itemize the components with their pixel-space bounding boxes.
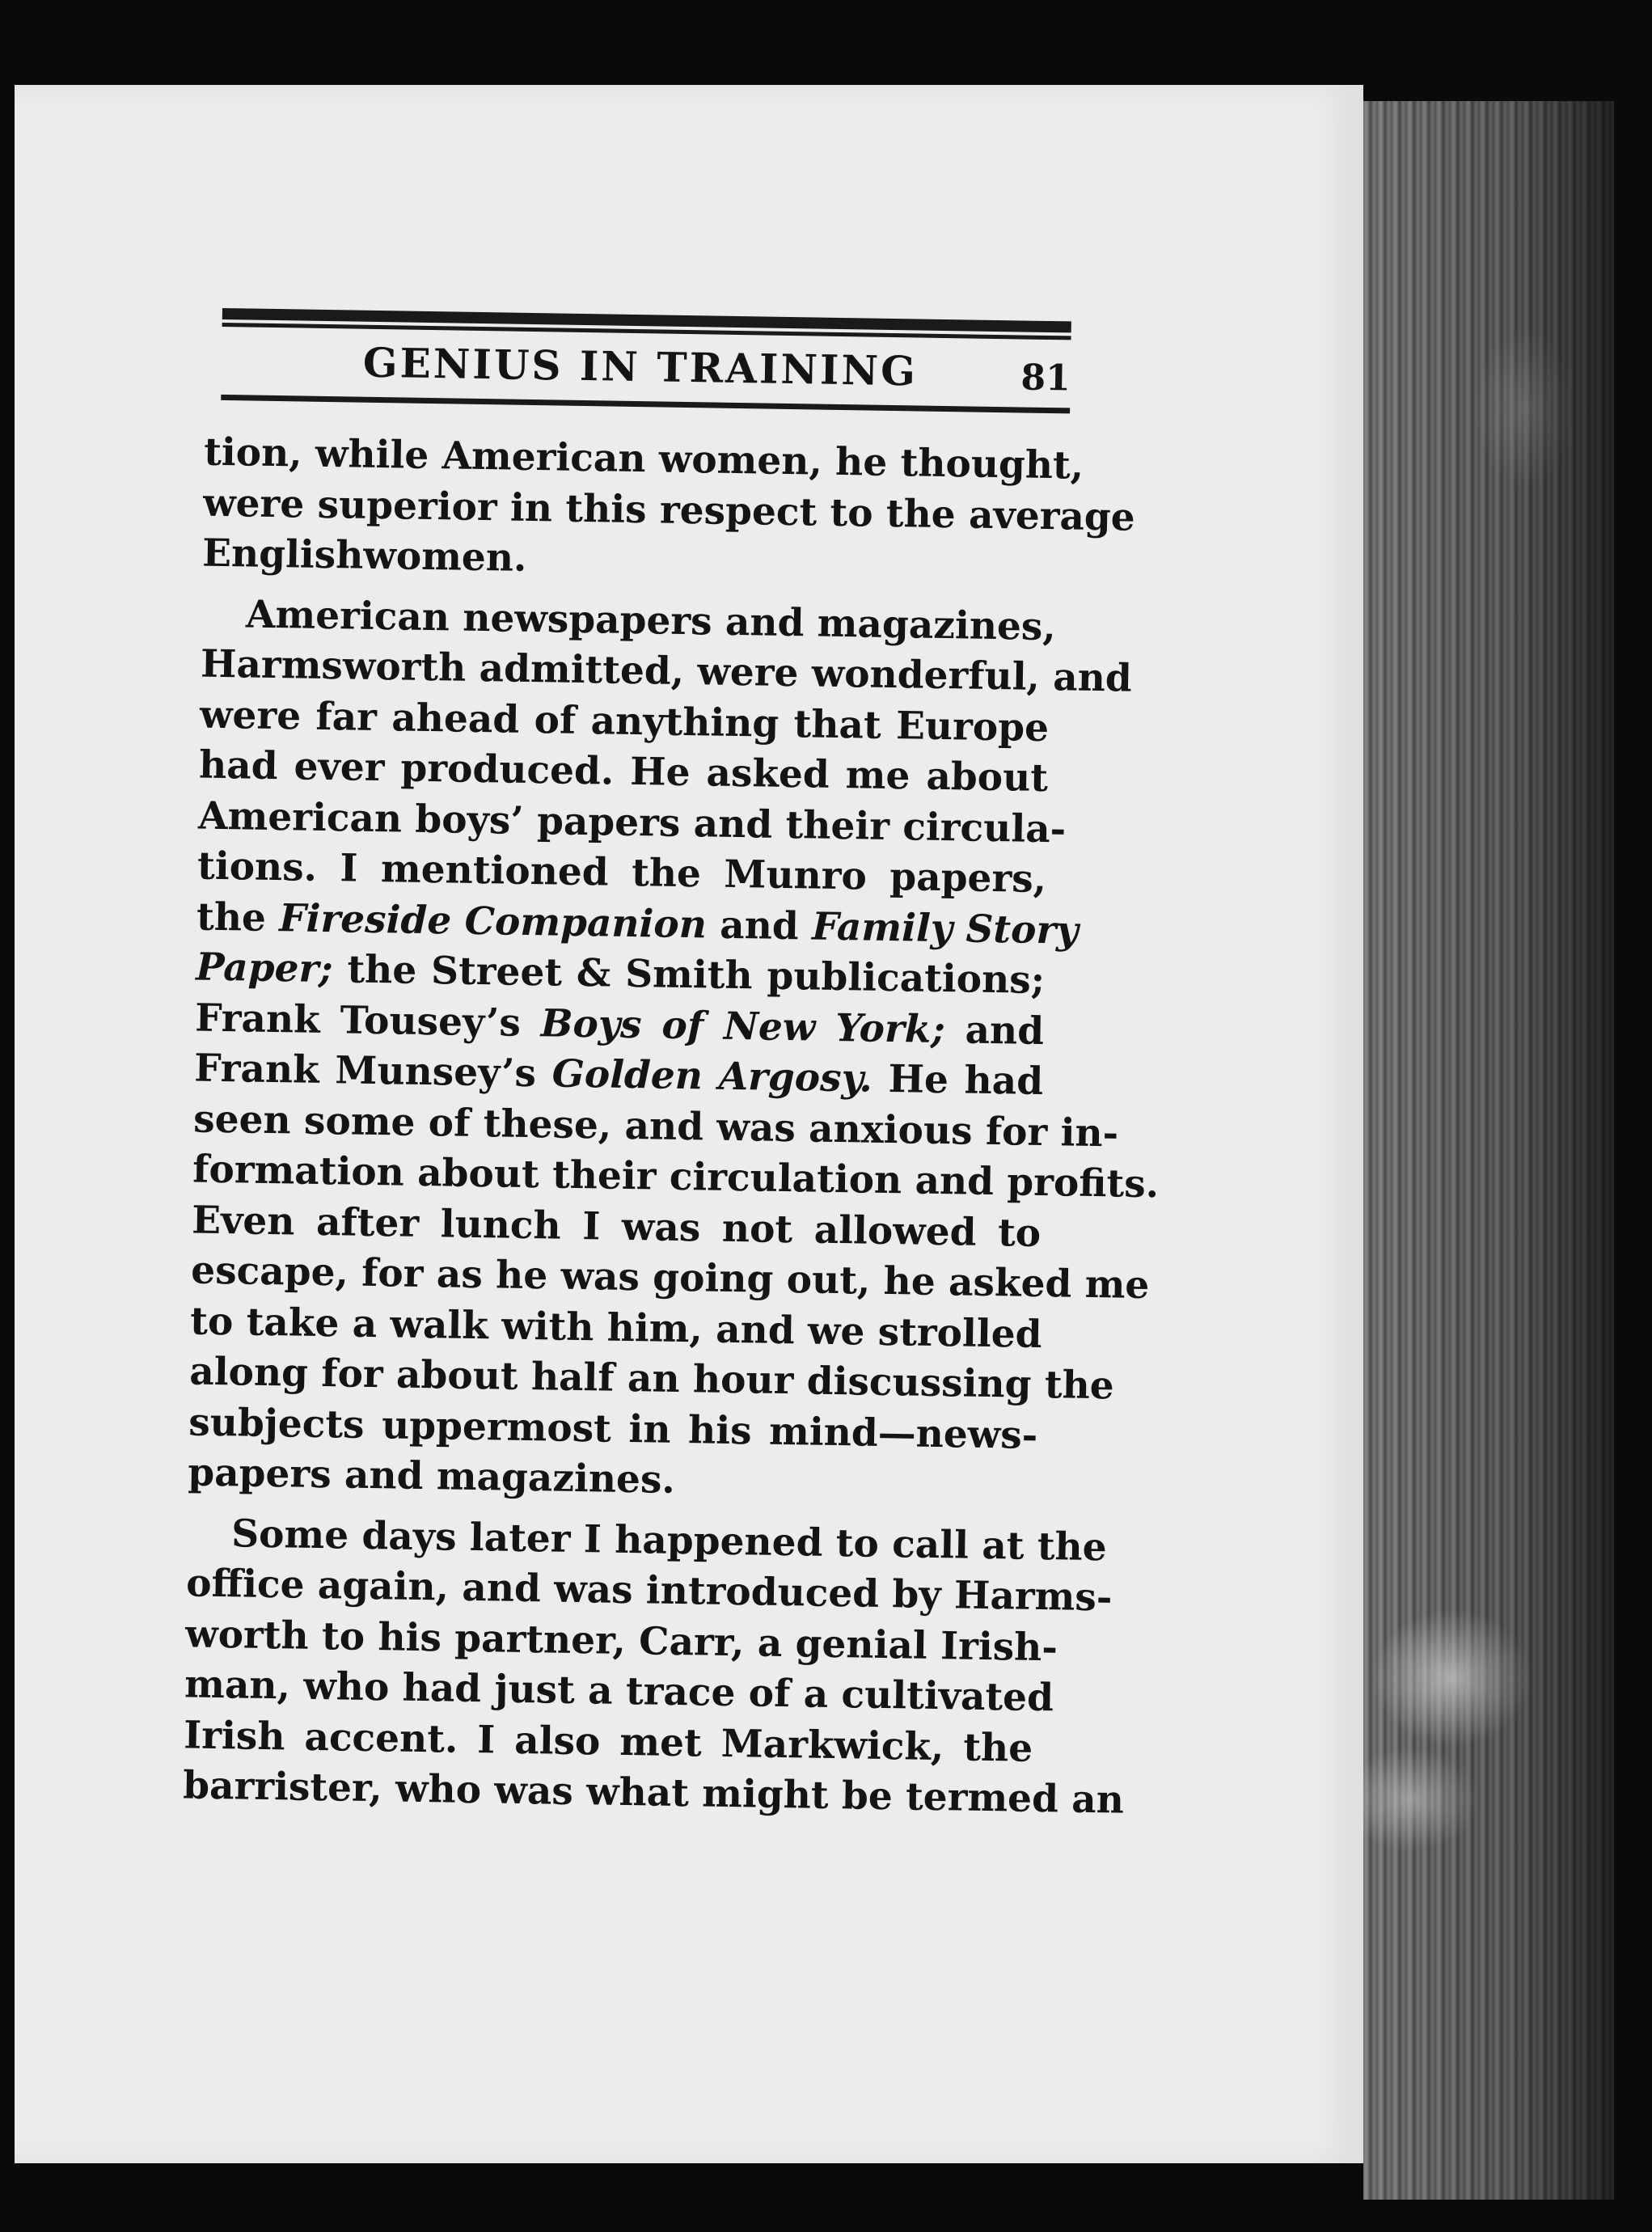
text-line: along for about half an hour discussing the — [188, 1349, 1115, 1409]
text-line: the Fireside Companion and Family Story — [196, 894, 1079, 953]
text-line: office again, and was introduced by Harms- — [185, 1561, 1113, 1621]
page-edges-shadow — [1363, 101, 1614, 2200]
body-text — [182, 428, 1160, 1825]
paragraph-1 — [201, 428, 1136, 593]
text-line: barrister, who was what might be termed an — [182, 1763, 1125, 1823]
paragraph-3 — [182, 1508, 1125, 1824]
text-line: worth to his partner, Carr, a genial Irish- — [184, 1611, 1058, 1670]
italic-title: Golden Argosy. — [551, 1051, 873, 1101]
text-line: papers and magazines. — [187, 1450, 676, 1503]
text-line: Harmsworth admitted, were wonderful, and — [200, 641, 1133, 701]
paragraph-2 — [187, 589, 1160, 1511]
text-line: American newspapers and magazines, — [245, 591, 1057, 649]
text-line: seen some of these, and was anxious for in- — [192, 1097, 1119, 1156]
text-line: Even after lunch I was not allowed to — [191, 1197, 1041, 1256]
text-line: Paper; the Street & Smith publications; — [195, 945, 1046, 1004]
text-line: subjects uppermost in his mind—news- — [188, 1399, 1038, 1458]
text-line: escape, for as he was going out, he asked me — [190, 1248, 1150, 1308]
italic-title: Family Story — [811, 903, 1079, 953]
text-line: Englishwomen. — [201, 531, 527, 581]
text-line: were superior in this respect to the average — [202, 480, 1136, 540]
text-line: to take a walk with him, and we strolled — [189, 1298, 1042, 1357]
running-header — [221, 327, 1071, 404]
running-title: GENIUS IN TRAINING — [362, 338, 919, 395]
text-line: Frank Munsey’s Golden Argosy. He had — [193, 1046, 1044, 1105]
italic-title: Paper; — [195, 945, 334, 992]
text-line: Some days later I happened to call at the — [230, 1511, 1108, 1570]
text-line: Frank Tousey’s Boys of New York; and — [194, 996, 1045, 1054]
text-line: Irish accent. I also met Markwick, the — [183, 1712, 1033, 1771]
page-number: 81 — [1020, 357, 1071, 399]
text-line: tions. I mentioned the Munro papers, — [196, 843, 1047, 903]
text-line: were far ahead of anything that Europe — [199, 692, 1050, 750]
text-line: had ever produced. He asked me about — [198, 742, 1049, 801]
italic-title: Fireside Companion — [278, 895, 708, 947]
italic-title: Boys of New York; — [540, 1000, 946, 1052]
text-line: American boys’ papers and their circula- — [197, 793, 1067, 852]
text-line: man, who had just a trace of a cultivated — [184, 1662, 1054, 1721]
text-line: tion, while American women, he thought, — [203, 429, 1084, 488]
page-text-block — [150, 307, 1160, 1825]
text-line: formation about their circulation and profits. — [192, 1147, 1160, 1207]
